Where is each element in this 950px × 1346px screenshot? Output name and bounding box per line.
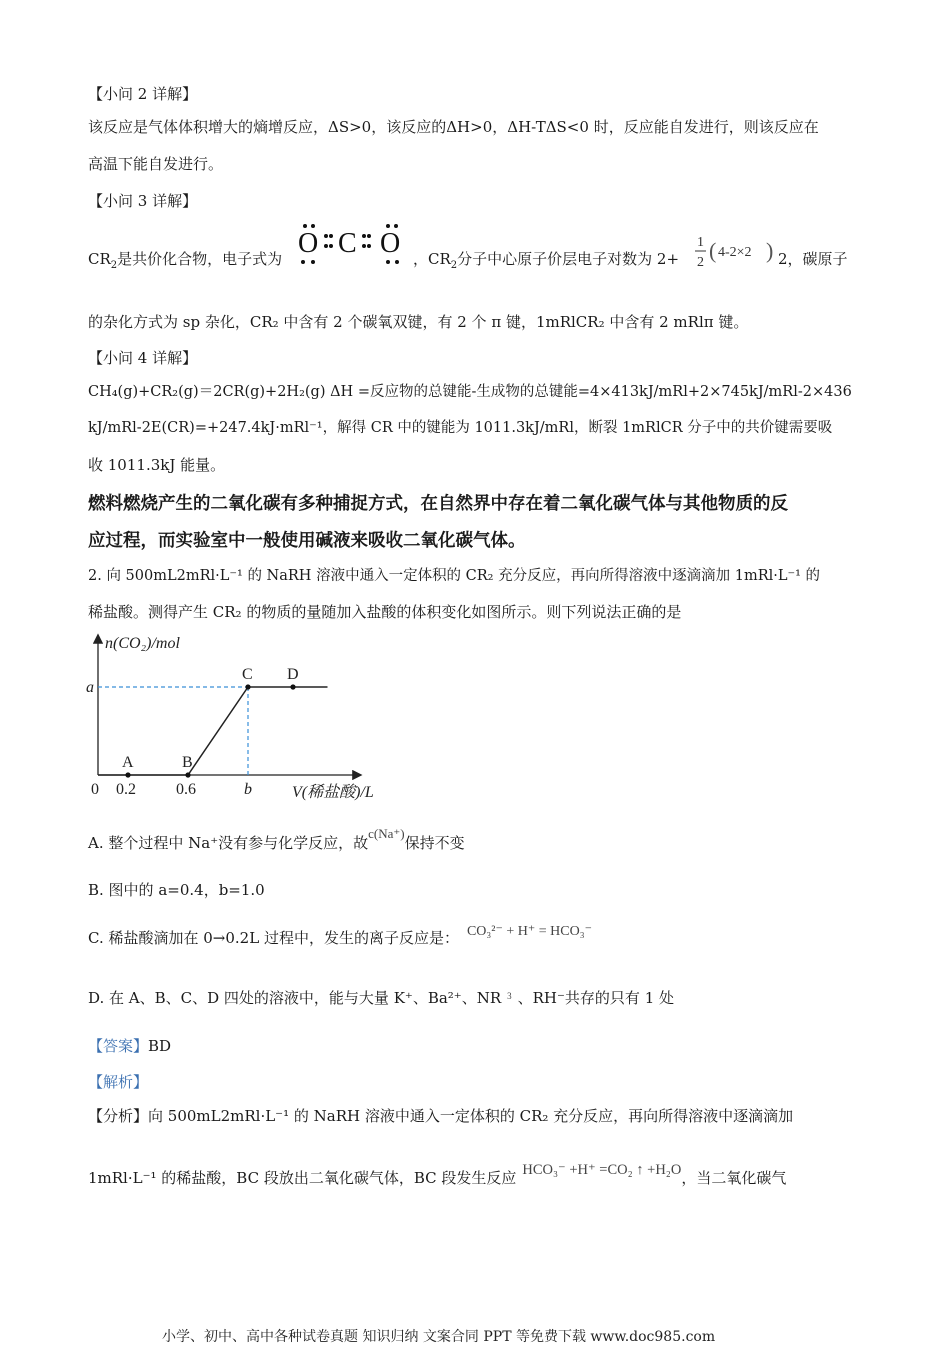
- point-label-c: C: [242, 666, 253, 683]
- option-d-text: D. 在 A、B、C、D 四处的溶液中，能与大量 K⁺、Ba²⁺、NR: [88, 989, 502, 1007]
- valence-pair-formula: [694, 230, 786, 276]
- question-line-1: 2. 向 500mL2mRl·L⁻¹ 的 NaRH 溶液中通入一定体积的 CR₂ 充分反应，再向所得溶液中逐滴滴加 1mRl·L⁻¹ 的: [88, 568, 821, 584]
- q3-text-cr: CR: [88, 250, 111, 268]
- intro-bold-line-1: 燃料燃烧产生的二氧化碳有多种捕捉方式，在自然界中存在着二氧化碳气体与其他物质的反: [88, 494, 788, 514]
- analysis-line-2: [88, 1162, 787, 1189]
- q4-line-3: 收 1011.3kJ 能量。: [88, 456, 226, 474]
- option-a-math: c(Na⁺): [368, 826, 405, 841]
- option-c-text: C. 稀盐酸滴加在 0→0.2L 过程中，发生的离子反应是：: [88, 929, 459, 947]
- svg-text:4-2×2: 4-2×2: [718, 245, 752, 260]
- answer-label: 【答案】: [88, 1037, 149, 1055]
- analysis-line-2-text: 1mRl·L⁻¹ 的稀盐酸，BC 段放出二氧化碳气体，BC 段发生反应: [88, 1169, 517, 1187]
- option-c-math: CO₃²⁻ + H⁺ = HCO₃⁻: [466, 924, 592, 939]
- analysis-math: HCO₃⁻ +H⁺ =CO₂ ↑ +H₂O: [522, 1162, 682, 1178]
- q3-text-cr2: ，CR: [413, 250, 451, 268]
- x-tick-label: 0.6: [176, 781, 196, 798]
- answer-row: [88, 1036, 171, 1056]
- q3-line-1: $CR_2$是共价化合物，电子式为: [88, 250, 283, 271]
- svg-text:O: O: [298, 228, 319, 259]
- svg-text:): ): [766, 238, 774, 263]
- y-tick-a: a: [86, 679, 94, 696]
- q2-header: 【小问 2 详解】: [88, 85, 198, 103]
- svg-text:C: C: [338, 228, 357, 259]
- q3-line-1-end: 2，碳原子: [778, 250, 848, 268]
- point-b: [185, 772, 190, 777]
- option-c: [88, 924, 592, 950]
- q4-header: 【小问 4 详解】: [88, 349, 198, 367]
- q4-line-2: kJ/mRl-2E(CR)=+247.4kJ·mRl⁻¹，解得 CR 中的键能为 1011.3kJ/mRl，断裂 1mRlCR 分子中的共价键需要吸: [88, 420, 833, 436]
- analysis-label: 【解析】: [88, 1073, 149, 1091]
- co2-chart: [85, 630, 405, 805]
- svg-text:(: (: [709, 238, 717, 263]
- answer-value: BD: [148, 1037, 172, 1055]
- option-a-tail: 保持不变: [404, 834, 465, 852]
- y-axis-label: n(CO₂)/mol: [105, 635, 180, 652]
- point-c: [245, 684, 250, 689]
- q2-line-1: 该反应是气体体积增大的熵增反应，ΔS>0，该反应的ΔH>0，ΔH-TΔS<0 时，反应能自发进行，则该反应在: [88, 118, 819, 136]
- x-axis-label: V(稀盐酸)/L: [292, 784, 374, 801]
- option-d: [88, 988, 674, 1010]
- point-label-a: A: [122, 754, 134, 771]
- electron-dot-formula: [296, 218, 414, 268]
- point-a: [125, 772, 130, 777]
- q3-line-1-mid: ，$CR_2$分子中心原子价层电子对数为 2+: [413, 250, 680, 271]
- x-tick-label: b: [244, 781, 252, 798]
- option-a-text: A. 整个过程中 Na⁺没有参与化学反应，故: [88, 834, 369, 852]
- analysis-sub-label: 【分析】: [88, 1107, 149, 1125]
- q4-line-1: CH₄(g)+CR₂(g)＝2CR(g)+2H₂(g) ΔH =反应物的总键能-生成物的总键能=4×413kJ/mRl+2×745kJ/mRl-2×436: [88, 384, 852, 400]
- analysis-line-1-text: 向 500mL2mRl·L⁻¹ 的 NaRH 溶液中通入一定体积的 CR₂ 充分反应，再向所得溶液中逐滴滴加: [148, 1107, 794, 1125]
- svg-text:O: O: [380, 228, 401, 259]
- option-b: B. 图中的 a=0.4，b=1.0: [88, 881, 265, 899]
- q3-line-2: 的杂化方式为 sp 杂化，CR₂ 中含有 2 个碳氧双键，有 2 个 π 键，1mRlCR₂ 中含有 2 mRlπ 键。: [88, 313, 749, 331]
- q3-text-pairs: 分子中心原子价层电子对数为 2+: [457, 250, 680, 268]
- point-label-d: D: [287, 666, 299, 683]
- analysis-line-1: [88, 1106, 793, 1126]
- footer-text: 小学、初中、高中各种试卷真题 知识归纳 文案合同 PPT 等免费下载 www.doc985.com: [162, 1329, 716, 1345]
- question-line-2: 稀盐酸。测得产生 CR₂ 的物质的量随加入盐酸的体积变化如图所示。则下列说法正确的是: [88, 603, 682, 621]
- svg-text:2: 2: [697, 255, 704, 270]
- x-tick-label: 0.2: [116, 781, 136, 798]
- q2-line-2: 高温下能自发进行。: [88, 155, 224, 173]
- point-label-b: B: [182, 754, 193, 771]
- q3-text-covalent: 是共价化合物，电子式为: [117, 250, 283, 268]
- svg-text:1: 1: [697, 235, 704, 250]
- option-a: [88, 826, 465, 854]
- point-d: [290, 684, 295, 689]
- option-d-sub: 3: [507, 991, 512, 1001]
- origin-label: 0: [91, 781, 99, 798]
- q3-header: 【小问 3 详解】: [88, 192, 198, 210]
- intro-bold-line-2: 应过程，而实验室中一般使用碱液来吸收二氧化碳气体。: [88, 531, 526, 551]
- option-d-tail: 、RH⁻共存的只有 1 处: [517, 989, 675, 1007]
- analysis-line-2-tail: ，当二氧化碳气: [681, 1169, 787, 1187]
